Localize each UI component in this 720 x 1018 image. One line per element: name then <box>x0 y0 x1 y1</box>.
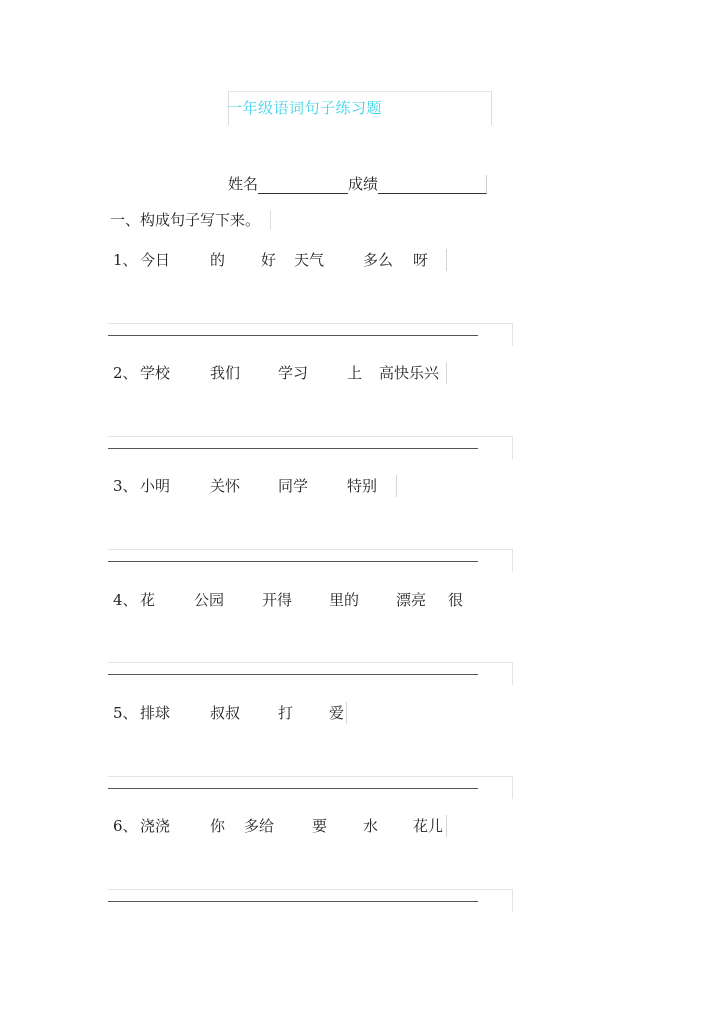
score-label: 成绩 <box>348 175 379 193</box>
word-chip: 多么 <box>363 251 394 269</box>
word-chip: 小明 <box>140 477 171 495</box>
question-number: 2、 <box>113 364 138 382</box>
word-chip: 水 <box>363 817 379 835</box>
name-label: 姓名 <box>228 175 259 193</box>
word-chip: 花 <box>140 591 156 609</box>
word-chip: 你 <box>210 817 226 835</box>
word-chip: 爱 <box>329 704 345 722</box>
worksheet-title-box <box>228 91 492 125</box>
word-chip: 要 <box>312 817 328 835</box>
name-blank[interactable] <box>258 175 348 194</box>
word-chip: 公园 <box>194 591 225 609</box>
question-number: 6、 <box>113 817 138 835</box>
word-chip: 浇浇 <box>140 817 171 835</box>
answer-line-3[interactable] <box>108 549 513 572</box>
answer-line-4[interactable] <box>108 662 513 685</box>
question-number: 3、 <box>113 477 138 495</box>
word-chip: 很 <box>448 591 464 609</box>
word-chip: 打 <box>278 704 294 722</box>
word-chip: 同学 <box>278 477 309 495</box>
question-number: 5、 <box>113 704 138 722</box>
word-chip: 里的 <box>329 591 360 609</box>
section-heading: 一、构成句子写下来。 <box>110 210 271 230</box>
word-chip: 关怀 <box>210 477 241 495</box>
word-chip: 学校 <box>140 364 171 382</box>
word-chip: 呀 <box>413 251 429 269</box>
word-chip: 学习 <box>278 364 309 382</box>
word-chip: 特别 <box>347 477 378 495</box>
word-chip: 排球 <box>140 704 171 722</box>
question-number: 1、 <box>113 251 138 269</box>
word-chip: 高快乐兴 <box>379 364 440 382</box>
question-4 <box>110 589 470 611</box>
answer-line-5[interactable] <box>108 776 513 799</box>
answer-line-6[interactable] <box>108 889 513 912</box>
word-chip: 好 <box>261 251 277 269</box>
word-chip: 开得 <box>262 591 293 609</box>
word-chip: 上 <box>347 364 363 382</box>
word-chip: 叔叔 <box>210 704 241 722</box>
word-chip: 多给 <box>244 817 275 835</box>
word-chip: 漂亮 <box>396 591 427 609</box>
word-chip: 花儿 <box>413 817 444 835</box>
question-2 <box>110 362 447 384</box>
worksheet-title: 一年级语词句子练习题 <box>227 99 383 117</box>
question-5 <box>110 702 347 724</box>
answer-line-2[interactable] <box>108 436 513 459</box>
question-number: 4、 <box>113 591 138 609</box>
word-chip: 天气 <box>294 251 325 269</box>
student-info-line <box>228 172 487 194</box>
question-6 <box>110 815 447 837</box>
word-chip: 今日 <box>140 251 171 269</box>
word-chip: 我们 <box>210 364 241 382</box>
word-chip: 的 <box>210 251 226 269</box>
answer-line-1[interactable] <box>108 323 513 346</box>
question-1 <box>110 249 447 271</box>
question-3 <box>110 475 397 497</box>
score-blank[interactable] <box>378 175 487 194</box>
